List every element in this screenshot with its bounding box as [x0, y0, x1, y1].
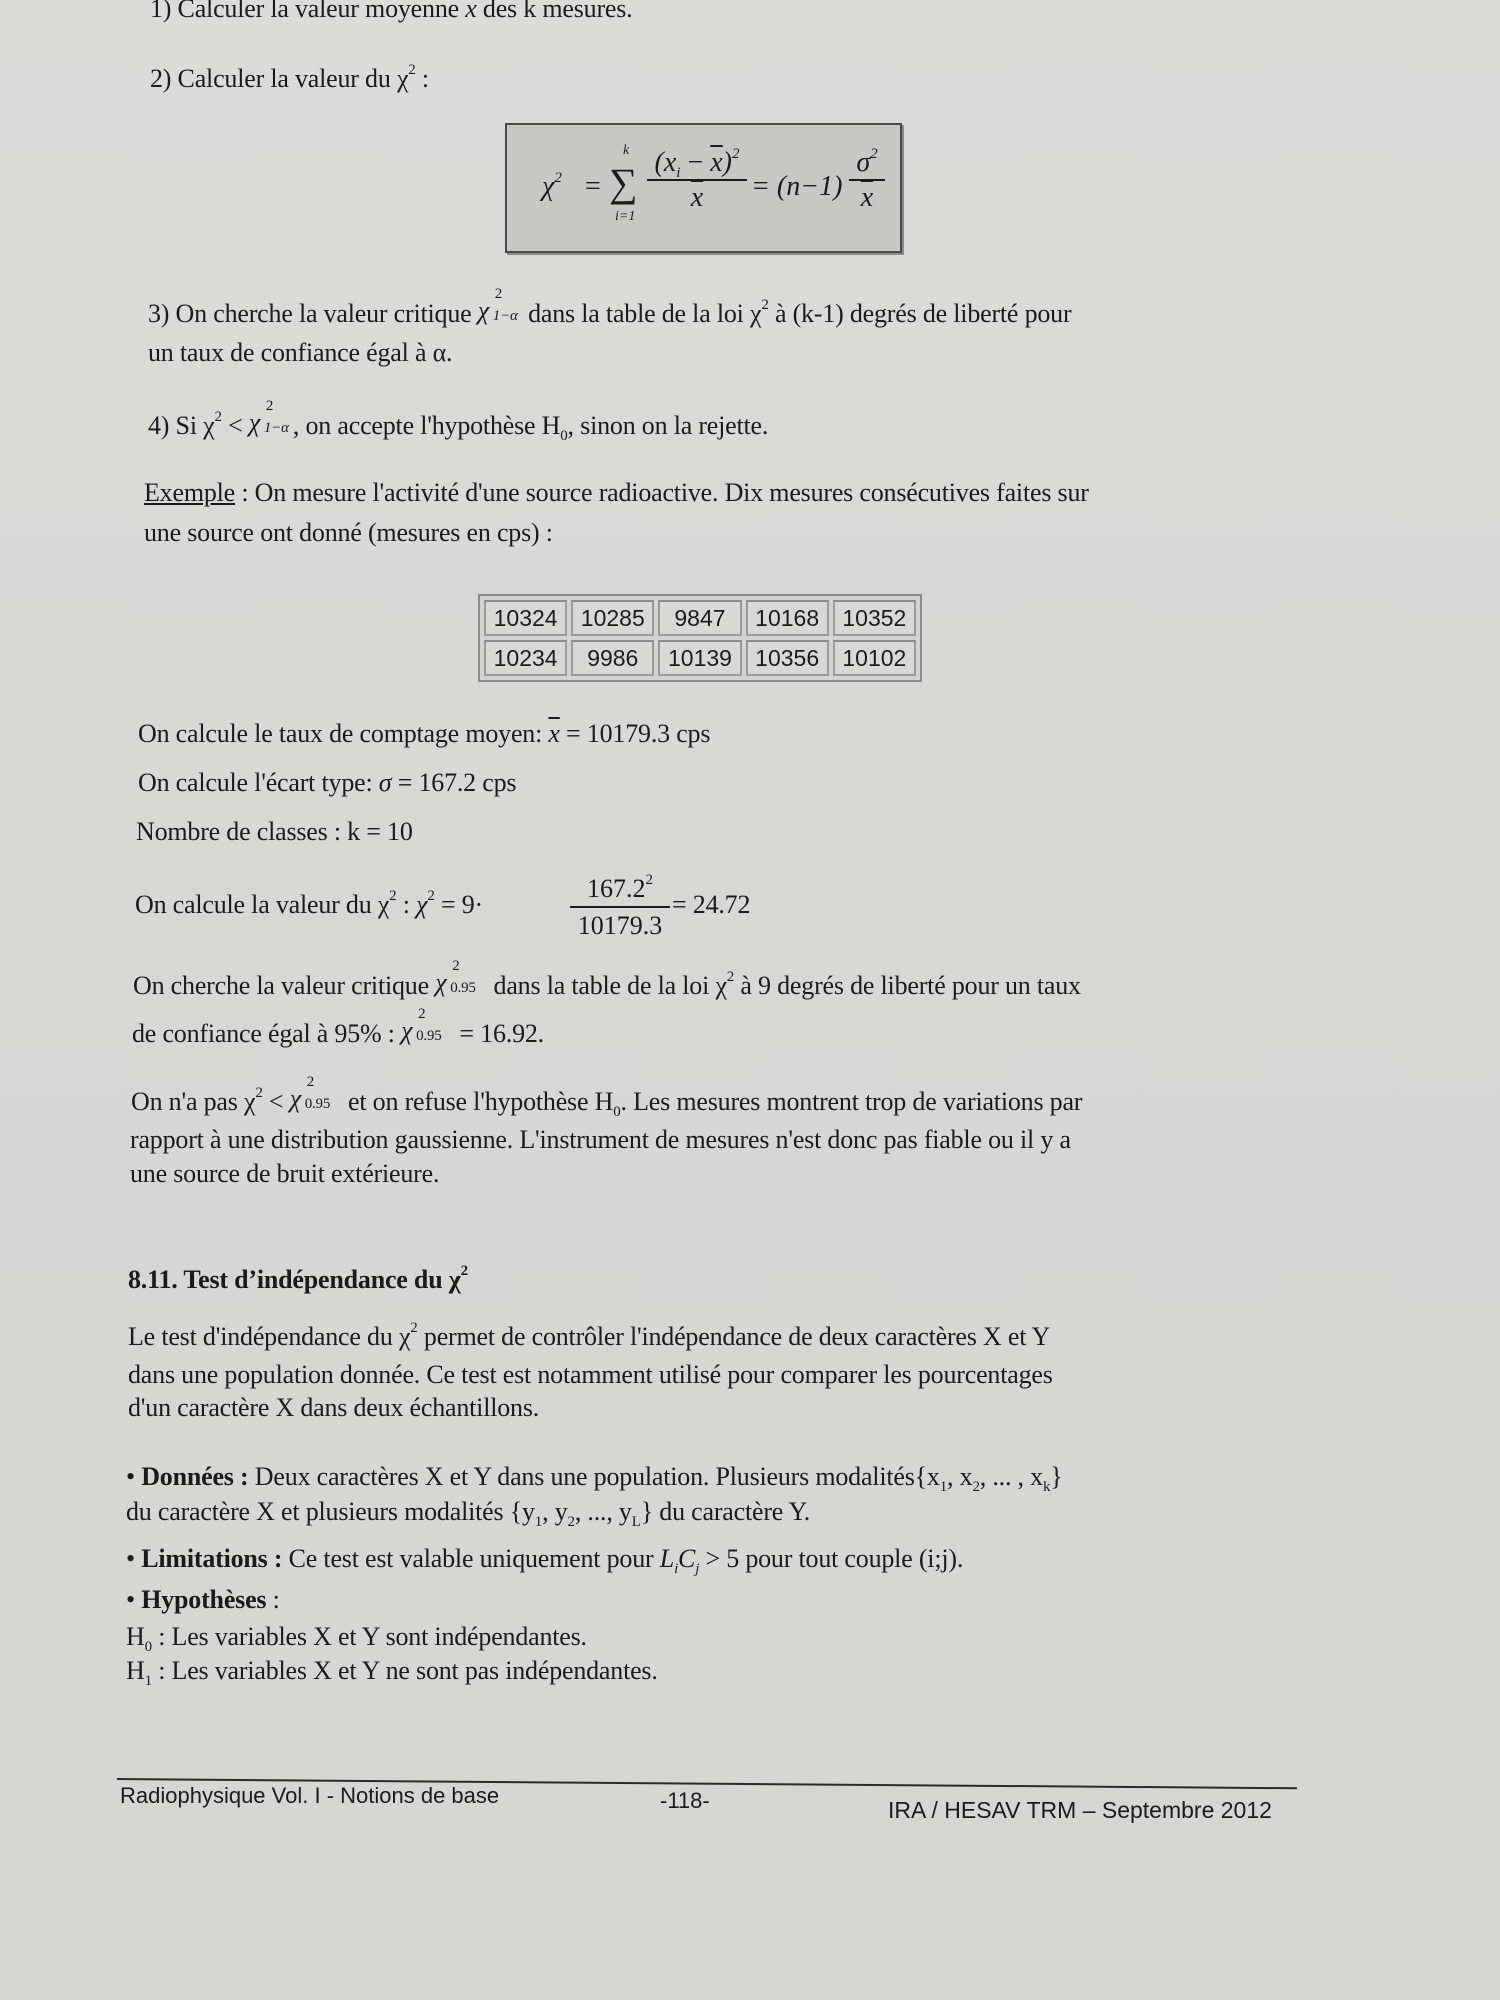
- step-4-middle: , on accepte l'hypothèse H: [292, 411, 561, 440]
- less-than: <: [221, 411, 249, 440]
- chi-symbol: χ: [448, 1265, 461, 1294]
- formula-fraction-2: [849, 147, 885, 215]
- sigma-sup: 2: [870, 146, 878, 162]
- chi-sup: 2: [726, 969, 735, 985]
- hypotheses-line: [126, 1585, 280, 1615]
- example-text-2: une source ont donné (mesures en cps) :: [144, 518, 553, 547]
- formula-fraction-1: [647, 147, 747, 215]
- limitations-suffix: pour tout couple (i;j).: [739, 1544, 964, 1573]
- table-cell: 10356: [746, 640, 829, 676]
- crit-sub: 0.95: [416, 1028, 442, 1044]
- critical-line-2: [132, 1006, 544, 1049]
- sub: 2: [972, 1479, 980, 1495]
- step-2-text: 2) Calculer la valeur du: [150, 64, 397, 93]
- footer-right: IRA / HESAV TRM – Septembre 2012: [888, 1797, 1272, 1823]
- crit-chi: χ: [477, 296, 490, 325]
- crit-sup: 2: [452, 958, 460, 974]
- chi-symbol: χ: [750, 299, 762, 328]
- chi-symbol: χ: [715, 971, 727, 1000]
- conclusion-line-2: [130, 1125, 1071, 1155]
- chi-calc-result: [672, 890, 750, 920]
- donnees-text-2: , y: [542, 1497, 568, 1526]
- donnees-text: }: [1050, 1462, 1063, 1491]
- crit-chi: χ: [435, 968, 447, 997]
- mean-value: = 10179.3 cps: [559, 719, 711, 748]
- crit-sup: 2: [265, 398, 274, 414]
- critical-line-1: [133, 958, 1081, 1001]
- less-than: <: [262, 1087, 290, 1116]
- chi-critical: [401, 1006, 453, 1045]
- num-close: ): [722, 147, 732, 178]
- chi-symbol: χ: [396, 64, 409, 93]
- table-row: [484, 640, 916, 676]
- chi-calc-line: [135, 890, 483, 920]
- example-text: : On mesure l'activité d'une source radioactive. Dix mesures consécutives faites sur: [235, 478, 1089, 507]
- fraction-den: 10179.3: [577, 911, 663, 940]
- table-cell: 9986: [571, 640, 654, 676]
- chi-result: = 24.72: [672, 890, 751, 919]
- conclusion-line-3: [130, 1159, 439, 1189]
- chi-symbol: χ: [203, 411, 215, 440]
- colon: :: [266, 1585, 280, 1614]
- step-2: [150, 64, 429, 94]
- donnees-text: Deux caractères X et Y dans une population. Plusieurs modalités{x: [248, 1462, 940, 1491]
- measurements-table: [478, 594, 922, 682]
- chi-sup: 2: [408, 62, 416, 78]
- crit-sup: 2: [494, 286, 503, 302]
- intro-suffix: permet de contrôler l'indépendance de deux caractères X et Y: [417, 1322, 1051, 1351]
- table-cell: 10102: [833, 640, 916, 676]
- chi-sup: 2: [761, 297, 769, 313]
- donnees-text: , x: [947, 1462, 973, 1491]
- formula-chi: χ: [542, 171, 555, 202]
- donnees-text-2: du caractère X et plusieurs modalités {y: [126, 1497, 535, 1526]
- section-title: [128, 1265, 468, 1295]
- sum-symbol: ∑: [609, 160, 638, 205]
- sigma-symbol: σ: [378, 768, 392, 797]
- intro-text-3: d'un caractère X dans deux échantillons.: [128, 1393, 540, 1422]
- formula-equals: =: [585, 171, 601, 202]
- conclusion-suffix: . Les mesures montrent trop de variations par: [620, 1087, 1083, 1116]
- chi-symbol: χ: [377, 890, 390, 919]
- intro-line-3: [128, 1393, 539, 1423]
- step-3-line-2-text: un taux de confiance égal à α.: [148, 338, 453, 367]
- mean-line: [138, 719, 710, 749]
- footer-page-number: -118-: [660, 1788, 710, 1813]
- fraction-num: 167.2: [587, 874, 646, 903]
- chi-calc-eq: = 9·: [434, 890, 483, 919]
- h0-text: : Les variables X et Y sont indépendantes.: [151, 1622, 587, 1651]
- chi-critical: [435, 958, 487, 997]
- step-2-suffix: :: [415, 64, 429, 93]
- chi-sup: 2: [214, 409, 222, 425]
- x-bar-symbol: $\overline{x}$: [465, 0, 477, 23]
- conclusion-line-1: [131, 1074, 1083, 1120]
- table-cell: 10324: [484, 600, 567, 636]
- table-cell: 10168: [746, 600, 829, 636]
- L-symbol: L: [659, 1544, 675, 1573]
- sub: L: [631, 1514, 641, 1530]
- intro-text: Le test d'indépendance du: [128, 1322, 399, 1351]
- crit-sub: 0.95: [304, 1096, 331, 1112]
- step-3-middle: dans la table de la loi: [521, 299, 750, 328]
- limitations-text: Ce test est valable uniquement pour: [282, 1544, 660, 1573]
- step-3-suffix: à (k-1) degrés de liberté pour: [768, 299, 1072, 328]
- crit-chi: χ: [248, 408, 261, 437]
- den2-xbar: $\overline{x}$: [860, 182, 874, 213]
- chi-symbol: χ: [398, 1322, 411, 1351]
- intro-line-1: [128, 1322, 1050, 1352]
- conclusion-middle: et on refuse l'hypothèse H: [341, 1087, 614, 1116]
- donnees-text-2: } du caractère Y.: [640, 1497, 811, 1526]
- chi-square-formula-box: [505, 123, 902, 253]
- h0-line: [126, 1622, 587, 1655]
- table-row: [484, 600, 916, 636]
- donnees-line-1: [126, 1462, 1063, 1495]
- h1-line: [126, 1656, 658, 1689]
- conclusion-text: On n'a pas: [131, 1087, 244, 1116]
- formula-chi-sup: 2: [554, 170, 562, 186]
- section-title-text: 8.11. Test d’indépendance du: [128, 1265, 449, 1294]
- h1-symbol: H: [126, 1656, 145, 1685]
- sub: 1: [939, 1479, 948, 1495]
- h1-text: : Les variables X et Y ne sont pas indépendantes.: [151, 1656, 658, 1685]
- h-sub: 0: [560, 428, 568, 444]
- donnees-line-2: [126, 1497, 811, 1530]
- donnees-label: Données :: [141, 1462, 249, 1491]
- table-cell: 9847: [658, 600, 741, 636]
- sigma-value: = 167.2 cps: [391, 768, 517, 797]
- sub: 2: [567, 1514, 575, 1530]
- chi-symbol: χ: [243, 1087, 256, 1116]
- crit-sup: 2: [418, 1006, 426, 1022]
- donnees-text-2: , ..., y: [574, 1497, 632, 1526]
- critical-text: On cherche la valeur critique: [133, 971, 436, 1000]
- chi-calc-fraction: [570, 872, 670, 944]
- bullet-icon: •: [126, 1462, 135, 1491]
- example-line-1: [144, 478, 1089, 508]
- sigma-text: On calcule l'écart type:: [138, 768, 379, 797]
- sub: j: [695, 1561, 700, 1577]
- critical-value: = 16.92.: [453, 1019, 544, 1048]
- num-sup: 2: [732, 146, 740, 162]
- sigma-line: [138, 768, 516, 798]
- critical-suffix: à 9 degrés de liberté pour un taux: [734, 971, 1081, 1000]
- chi-lhs: χ: [416, 890, 428, 919]
- example-line-2: [144, 518, 553, 548]
- limitations-label: Limitations :: [141, 1544, 283, 1573]
- critical-middle: dans la table de la loi: [487, 971, 716, 1000]
- step-1: [150, 0, 632, 24]
- sub: 0: [144, 1639, 152, 1655]
- crit-sub: 1−α: [263, 420, 289, 436]
- chi-sup: 2: [255, 1085, 263, 1101]
- table-cell: 10285: [571, 600, 654, 636]
- table-cell: 10352: [833, 600, 916, 636]
- crit-sup: 2: [306, 1074, 315, 1090]
- chi-sup: 2: [460, 1263, 468, 1279]
- classes-text: Nombre de classes : k = 10: [136, 817, 413, 846]
- step-3: [148, 286, 1072, 329]
- step-1-suffix: des k mesures.: [476, 0, 633, 23]
- sub: k: [1042, 1479, 1051, 1495]
- fraction-num-sup: 2: [645, 872, 653, 888]
- step-3-text: 3) On cherche la valeur critique: [148, 299, 478, 328]
- critical-line-2-text: de confiance égal à 95% :: [132, 1019, 402, 1048]
- gt-5: > 5: [699, 1544, 740, 1573]
- h0-symbol: H: [126, 1622, 145, 1651]
- intro-text-2: dans une population donnée. Ce test est notamment utilisé pour comparer les pourcentages: [128, 1360, 1053, 1389]
- donnees-text: , ... , x: [979, 1462, 1043, 1491]
- C-symbol: C: [678, 1544, 696, 1573]
- formula-n-minus-1: = (n−1): [751, 171, 843, 202]
- chi-calc-text: On calcule la valeur du: [135, 890, 378, 919]
- sub: i: [674, 1561, 679, 1577]
- crit-sub: 1−α: [492, 308, 518, 324]
- chi-lhs-sup: 2: [427, 888, 435, 904]
- conclusion-text-2: rapport à une distribution gaussienne. L'instrument de mesures n'est donc pas fiable ou il y a: [130, 1125, 1071, 1154]
- h-sub: 0: [613, 1104, 621, 1120]
- colon: :: [396, 890, 417, 919]
- mean-text: On calcule le taux de comptage moyen:: [138, 719, 549, 748]
- crit-chi: χ: [289, 1084, 301, 1113]
- step-3-line-2: [148, 338, 452, 368]
- step-4-suffix: , sinon on la rejette.: [567, 411, 769, 440]
- footer-left: Radiophysique Vol. I - Notions de base: [120, 1783, 500, 1808]
- x-bar-symbol: $\overline{x}$: [548, 719, 560, 748]
- step-4: [148, 398, 769, 444]
- num-minus: −: [680, 147, 711, 178]
- classes-line: [136, 817, 413, 847]
- num-sub: i: [676, 165, 681, 181]
- table-cell: 10139: [658, 640, 741, 676]
- chi-sup: 2: [389, 888, 397, 904]
- den-xbar: $\overline{x}$: [690, 182, 704, 213]
- chi-critical: [248, 398, 293, 437]
- bullet-icon: •: [126, 1544, 135, 1573]
- chi-sup: 2: [410, 1320, 418, 1336]
- hypotheses-label: Hypothèses: [141, 1585, 267, 1614]
- chi-critical: [477, 286, 522, 325]
- step-4-text: 4) Si: [148, 411, 204, 440]
- intro-line-2: [128, 1360, 1053, 1390]
- sub: 1: [534, 1514, 543, 1530]
- num-open: (x: [654, 147, 677, 178]
- crit-sub: 0.95: [450, 980, 476, 996]
- crit-chi: χ: [401, 1016, 413, 1045]
- num-xbar: $\overline{x}$: [710, 147, 723, 178]
- sub: 1: [144, 1673, 152, 1689]
- sigma-symbol: σ: [856, 147, 871, 178]
- example-label: Exemple: [144, 478, 236, 507]
- limitations-line: [126, 1544, 964, 1577]
- step-1-text: 1) Calculer la valeur moyenne: [150, 0, 466, 23]
- conclusion-text-3: une source de bruit extérieure.: [130, 1159, 440, 1188]
- bullet-icon: •: [126, 1585, 135, 1614]
- table-cell: 10234: [484, 640, 567, 676]
- chi-critical: [289, 1074, 342, 1113]
- chi-square-formula: [537, 143, 887, 233]
- sum-bottom: i=1: [615, 209, 636, 224]
- sum-top: k: [623, 143, 630, 158]
